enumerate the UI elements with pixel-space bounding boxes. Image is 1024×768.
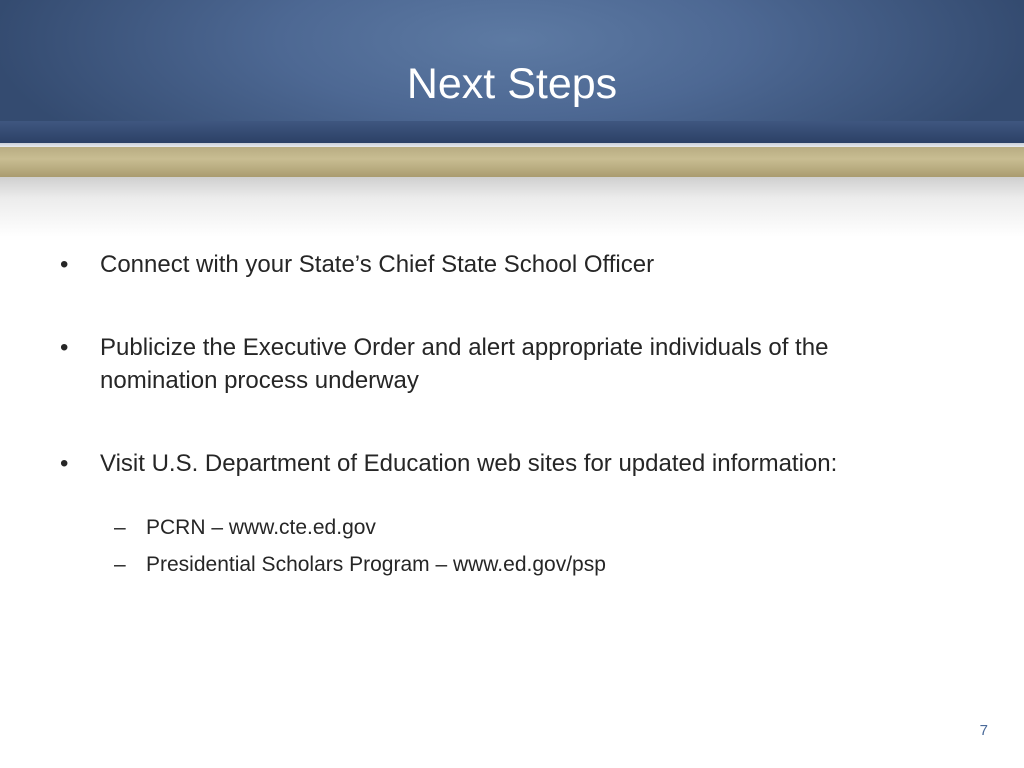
bullet-text: Publicize the Executive Order and alert appropriate individuals of the nomination process underway <box>100 334 829 394</box>
bullet-marker: • <box>60 334 69 361</box>
page-number: 7 <box>979 722 988 739</box>
sub-bullet-item <box>114 546 606 583</box>
sub-bullet-marker: – <box>114 553 126 576</box>
bullet-item <box>60 447 1000 480</box>
sub-bullet-item <box>114 509 606 546</box>
sub-bullet-text: Presidential Scholars Program – www.ed.gov/psp <box>146 553 606 576</box>
bullet-text: Visit U.S. Department of Education web sites for updated information: <box>100 450 838 477</box>
sub-bullet-list <box>114 509 606 583</box>
slide-title: Next Steps <box>406 60 618 108</box>
bullet-item <box>60 248 1000 281</box>
bullet-list <box>60 248 1000 530</box>
bullet-marker: • <box>60 450 69 477</box>
bullet-marker: • <box>60 251 69 278</box>
header-divider-shadow <box>0 177 1024 237</box>
bullet-item <box>60 331 1000 397</box>
header-divider-gold <box>0 147 1024 177</box>
sub-bullet-marker: – <box>114 516 126 539</box>
bullet-text: Connect with your State’s Chief State School Officer <box>100 251 655 278</box>
sub-bullet-text: PCRN – www.cte.ed.gov <box>146 516 376 539</box>
